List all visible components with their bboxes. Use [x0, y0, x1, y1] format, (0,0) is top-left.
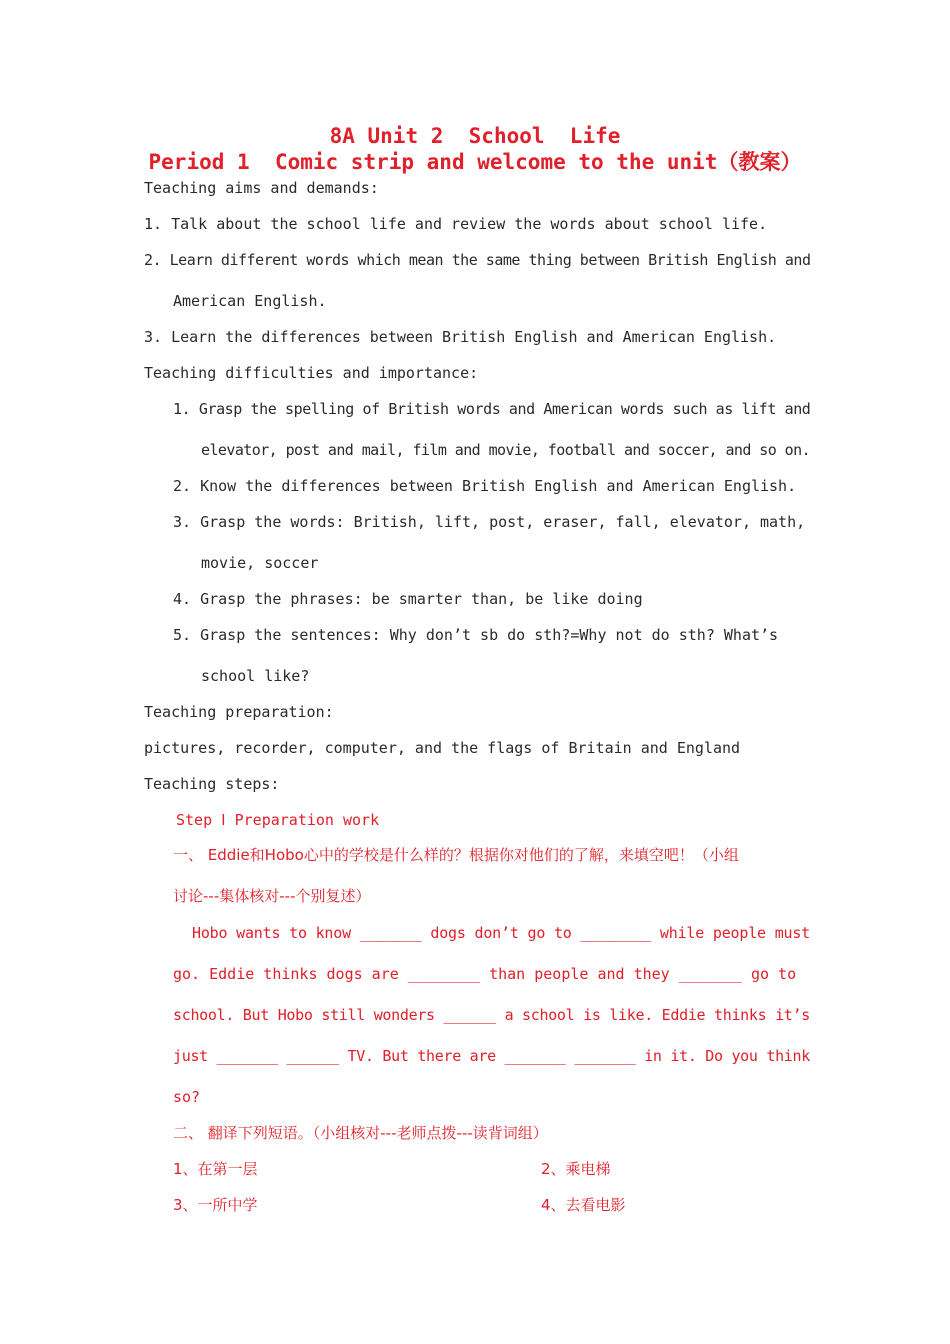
- fill-blank-line-1: Hobo wants to know _______ dogs don’t go to ________ while people must: [192, 924, 811, 942]
- difficulties-item-2: 2. Know the differences between British English and American English.: [173, 477, 797, 495]
- fill-blank-line-5: so?: [173, 1088, 201, 1106]
- phrase-item-4: 4、去看电影: [541, 1196, 626, 1214]
- difficulties-item-1: 1. Grasp the spelling of British words and American words such as lift and: [173, 400, 811, 418]
- difficulties-item-4: 4. Grasp the phrases: be smarter than, be like doing: [173, 590, 643, 608]
- aims-item-2: 2. Learn different words which mean the same thing between British English and: [144, 251, 811, 269]
- phrase-item-2: 2、乘电梯: [541, 1160, 611, 1178]
- step-1-heading: Step Ⅰ Preparation work: [176, 811, 380, 829]
- difficulties-heading: Teaching difficulties and importance:: [144, 364, 479, 382]
- task-1-instruction-cont: 讨论---集体核对---个别复述）: [173, 887, 371, 905]
- preparation-text: pictures, recorder, computer, and the flags of Britain and England: [144, 739, 741, 757]
- difficulties-item-1-cont: elevator, post and mail, film and movie, football and soccer, and so on.: [201, 441, 811, 459]
- aims-item-3: 3. Learn the differences between British English and American English.: [144, 328, 777, 346]
- preparation-heading: Teaching preparation:: [144, 703, 334, 721]
- aims-item-2-cont: American English.: [173, 292, 327, 310]
- fill-blank-line-3: school. But Hobo still wonders ______ a school is like. Eddie thinks it’s: [173, 1006, 810, 1024]
- title-line-2: Period 1 Comic strip and welcome to the unit（教案）: [148, 150, 802, 174]
- difficulties-item-3-cont: movie, soccer: [201, 554, 319, 572]
- aims-heading: Teaching aims and demands:: [144, 179, 379, 197]
- fill-blank-line-4: just _______ ______ TV. But there are _______ _______ in it. Do you think: [173, 1047, 810, 1065]
- steps-heading: Teaching steps:: [144, 775, 280, 793]
- phrase-item-1: 1、在第一层: [173, 1160, 258, 1178]
- phrase-item-3: 3、一所中学: [173, 1196, 258, 1214]
- fill-blank-line-2: go. Eddie thinks dogs are ________ than people and they _______ go to: [173, 965, 797, 983]
- task-1-instruction: 一、 Eddie和Hobo心中的学校是什么样的？根据你对他们的了解，来填空吧！（小组: [173, 846, 739, 864]
- task-2-instruction: 二、 翻译下列短语。（小组核对---老师点拨---读背词组）: [173, 1124, 548, 1142]
- difficulties-item-5: 5. Grasp the sentences: Why don’t sb do sth?=Why not do sth? What’s: [173, 626, 779, 644]
- difficulties-item-5-cont: school like?: [201, 667, 310, 685]
- aims-item-1: 1. Talk about the school life and review the words about school life.: [144, 215, 768, 233]
- difficulties-item-3: 3. Grasp the words: British, lift, post, eraser, fall, elevator, math,: [173, 513, 806, 531]
- title-line-1: 8A Unit 2 School Life: [329, 124, 621, 148]
